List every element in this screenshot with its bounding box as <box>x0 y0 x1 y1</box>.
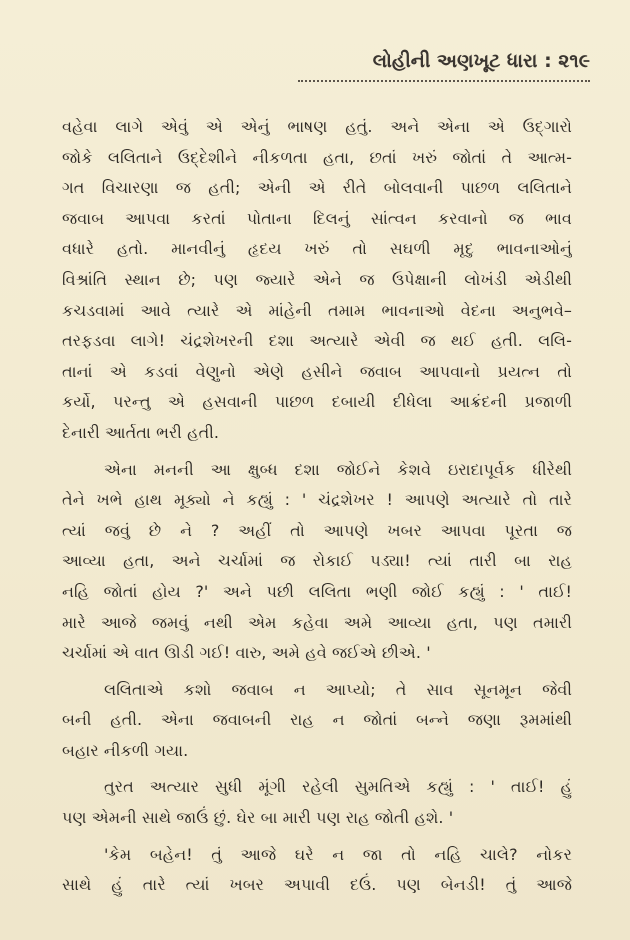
text-line: તાનાં એ કડવાં વેણુનો એણે હસીને જવાબ આપવાનો પ્રયત્ન તો <box>62 361 572 381</box>
text-line: તુરત અત્યાર સુધી મૂંગી રહેલી સુમતિએ કહ્યું : ' તાઈ! હું <box>104 777 572 797</box>
text-line: બની હતી. એના જવાબની રાહ ન જોતાં બન્ને જણા રૂમમાંથી <box>62 710 572 730</box>
running-title: લોહીની અણખૂટ ધારા : ૨૧૯ <box>372 50 590 72</box>
text-line: જવાબ આપવા કરતાં પોતાના દિલનું સાંત્વન કરવાનો જ ભાવ <box>62 208 572 228</box>
text-line: વહેવા લાગે એવું એ એનું ભાષણ હતું. અને એના એ ઉદ્ગારો <box>62 117 572 136</box>
text-line: દેનારી આર્તતા ભરી હતી. <box>62 422 220 442</box>
text-line: પણ એમની સાથે જાઉં છું. ઘેર બા મારી પણ રાહ જોતી હશે. ' <box>62 808 454 828</box>
text-line: તરફડવા લાગે! ચંદ્રશેખરની દશા અત્યારે એવી જ થઈ હતી. લલિ- <box>62 331 572 351</box>
text-line: લલિતાએ કશો જવાબ ન આપ્યો; તે સાવ સૂનમૂન જેવી <box>104 679 572 699</box>
text-line: ગત વિચારણા જ હતી; એની એ રીતે બોલવાની પાછળ લલિતાને <box>62 178 572 198</box>
paragraph-4 <box>62 772 572 833</box>
text-line: વધારે હતો. માનવીનું હૃદય ખરું તો સઘળી મૃદુ ભાવનાઓનું <box>62 239 572 259</box>
text-line: આવ્યા હતા, અને ચર્ચામાં જ રોકાઈ પડ્યા! ત્યાં તારી બા રાહ <box>62 551 572 571</box>
body-text <box>62 112 572 901</box>
paragraph-3 <box>62 675 572 767</box>
text-line: બહાર નીકળી ગયા. <box>62 740 189 760</box>
text-line: એના મનની આ ક્ષુબ્ધ દશા જોઈને કેશવે ઇરાદાપૂર્વક ધીરેથી <box>104 459 572 479</box>
paragraph-1 <box>62 112 572 449</box>
text-line: ત્યાં જવું છે ને ? અહીં તો આપણે ખબર આપવા પૂરતા જ <box>62 520 572 540</box>
paragraph-5 <box>62 840 572 901</box>
text-line: 'કેમ બહેન! તું આજે ઘરે ન જા તો નહિ ચાલે? નોકર <box>104 844 572 864</box>
text-line: સાથે હું તારે ત્યાં ખબર અપાવી દઉં. પણ બેનડી! તું આજે <box>62 875 572 895</box>
text-line: તેને ખભે હાથ મૂક્યો ને કહ્યું : ' ચંદ્રશેખર ! આપણે અત્યારે તો તારે <box>62 490 572 510</box>
paragraph-2 <box>62 455 572 669</box>
header-rule <box>298 80 590 82</box>
text-line: કર્યો, પરન્તુ એ હસવાની પાછળ દબાયી દીધેલા આક્રંદની પ્રજાળી <box>62 392 572 412</box>
text-line: ચર્ચામાં એ વાત ઊડી ગઈ! વારુ, અમે હવે જઈએ છીએ. ' <box>62 643 431 663</box>
text-line: નહિ જોતાં હોય ?' અને પછી લલિતા ભણી જોઈ કહ્યું : ' તાઈ! <box>62 581 572 601</box>
text-line: જોકે લલિતાને ઉદ્દેશીને નીકળતા હતા, છતાં ખરું જોતાં તે આત્મ- <box>62 147 572 167</box>
text-line: વિશ્રાંતિ સ્થાન છે; પણ જ્યારે એને જ ઉપેક્ષાની લોખંડી એડીથી <box>62 269 572 289</box>
text-line: કચડવામાં આવે ત્યારે એ માંહેની તમામ ભાવનાઓ વેદના અનુભવે– <box>62 300 572 320</box>
text-line: મારે આજે જમવું નથી એમ કહેવા અમે આવ્યા હતા, પણ તમારી <box>62 612 572 632</box>
running-header <box>300 50 590 80</box>
